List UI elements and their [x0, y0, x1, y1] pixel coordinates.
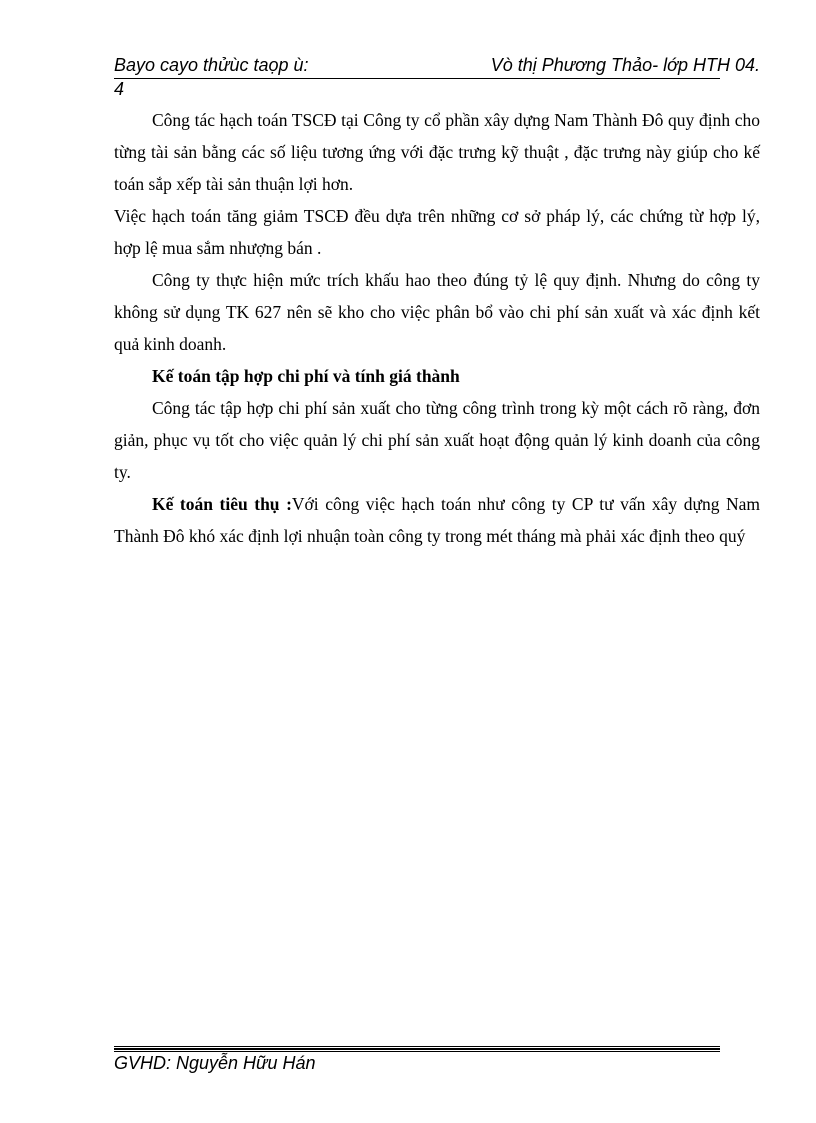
sales-accounting-lead: Kế toán tiêu thụ : — [152, 494, 292, 514]
paragraph-sales-accounting — [114, 488, 760, 552]
paragraph-cost-accounting: Công tác tập hợp chi phí sản xuất cho từng công trình trong kỳ một cách rõ ràng, đơn giản, phục vụ tốt cho việc quản lý chi phí sản xuất hoạt động quản lý kinh doanh của công ty. — [114, 398, 760, 482]
header-report-title: Bayo cayo thửùc taọp ù: — [114, 55, 309, 75]
paragraph-fixed-assets-accounting: Công tác hạch toán TSCĐ tại Công ty cổ phần xây dựng Nam Thành Đô quy định cho từng tài sản bằng các số liệu tương ứng với đặc trưng kỹ thuật , đặc trưng này giúp cho kế toán sắp xếp tài sản thuận lợi hơn. — [114, 110, 760, 194]
footer-rule-thin-top — [114, 1046, 720, 1047]
page-footer: GVHD: Nguyễn Hữu Hán — [114, 1053, 316, 1073]
footer-rule-thick — [114, 1048, 720, 1050]
page-header — [114, 52, 760, 102]
header-continuation: 4 — [114, 79, 125, 99]
paragraph-asset-changes: Việc hạch toán tăng giảm TSCĐ đều dựa trên những cơ sở pháp lý, các chứng từ hợp lý, hợp lệ mua sắm nhượng bán . — [114, 206, 760, 258]
sales-accounting-body: Với công việc hạch toán như công ty CP tư vấn xây dựng Nam Thành Đô khó xác định lợi nhuận toàn công ty trong mét tháng mà phải xác định theo quý — [114, 494, 760, 546]
paragraph-depreciation: Công ty thực hiện mức trích khấu hao theo đúng tỷ lệ quy định. Nhưng do công ty không sử dụng TK 627 nên sẽ kho cho việc phân bổ vào chi phí sản xuất và xác định kết quả kinh doanh. — [114, 270, 760, 354]
header-author-class: Vò thị Phương Thảo- lớp HTH 04. — [490, 55, 760, 75]
page-body — [114, 104, 760, 552]
section-heading-cost-accounting: Kế toán tập hợp chi phí và tính giá thành — [152, 366, 460, 386]
header-rule — [114, 78, 720, 79]
